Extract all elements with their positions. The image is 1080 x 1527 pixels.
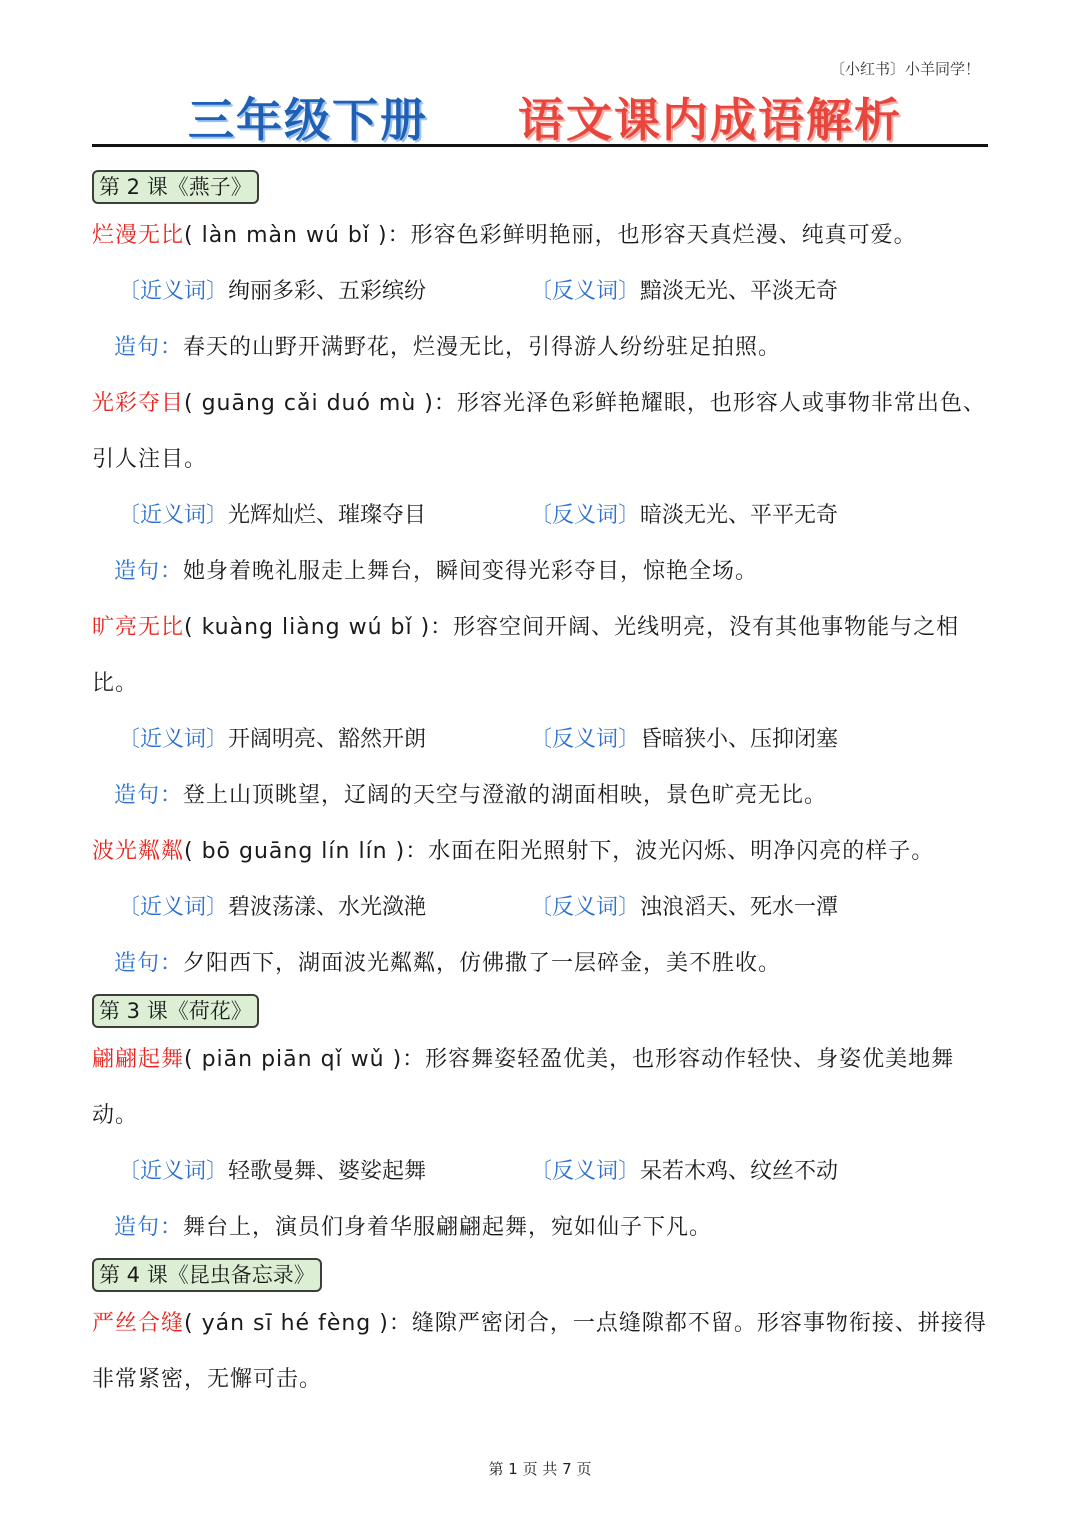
- synonym-antonym-row: [92, 488, 992, 544]
- page-title: [92, 84, 988, 147]
- antonyms: 浊浪滔天、死水一潭: [640, 895, 839, 920]
- example-text: 舞台上，演员们身着华服翩翩起舞，宛如仙子下凡。: [183, 1215, 713, 1240]
- content: [92, 168, 992, 1408]
- antonyms: 呆若木鸡、纹丝不动: [640, 1159, 839, 1184]
- idiom-entry: [92, 824, 992, 880]
- synonyms: 光辉灿烂、璀璨夺目: [228, 503, 427, 528]
- definition: ：形容舞姿轻盈优美，也形容动作轻快、身姿优美地舞动。: [92, 1047, 955, 1128]
- idiom: 烂漫无比: [92, 223, 185, 248]
- lesson-tag: 第 2 课《燕子》: [92, 170, 259, 204]
- antonym-label: 〔反义词〕: [530, 895, 641, 920]
- synonyms: 开阔明亮、豁然开朗: [228, 727, 427, 752]
- example-sentence: [92, 544, 992, 600]
- example-sentence: [92, 1200, 992, 1256]
- synonym-antonym-row: [92, 1144, 992, 1200]
- lesson-tag: 第 4 课《昆虫备忘录》: [92, 1258, 322, 1292]
- example-label: 造句：: [114, 783, 184, 808]
- example-label: 造句：: [114, 951, 184, 976]
- idiom: 严丝合缝: [92, 1311, 185, 1336]
- title-grade: 三年级下册: [188, 93, 428, 147]
- idiom: 波光粼粼: [92, 839, 185, 864]
- synonyms: 碧波荡漾、水光潋滟: [228, 895, 427, 920]
- pinyin: ( bō guāng lín lín ): [184, 839, 406, 864]
- synonym-antonym-row: [92, 880, 992, 936]
- idiom-entry: [92, 600, 992, 712]
- antonym-label: 〔反义词〕: [530, 503, 641, 528]
- idiom-entry: [92, 1296, 992, 1408]
- synonym-label: 〔近义词〕: [118, 895, 229, 920]
- example-label: 造句：: [114, 335, 184, 360]
- idiom-entry: [92, 208, 992, 264]
- antonyms: 暗淡无光、平平无奇: [640, 503, 839, 528]
- antonym-label: 〔反义词〕: [530, 279, 641, 304]
- lesson-tag: 第 3 课《荷花》: [92, 994, 259, 1028]
- watermark: 〔小红书〕小羊同学！: [829, 60, 980, 78]
- idiom: 翩翩起舞: [92, 1047, 185, 1072]
- synonym-antonym-row: [92, 264, 992, 320]
- synonym-label: 〔近义词〕: [118, 503, 229, 528]
- antonym-label: 〔反义词〕: [530, 1159, 641, 1184]
- example-text: 夕阳西下，湖面波光粼粼，仿佛撒了一层碎金，美不胜收。: [183, 951, 782, 976]
- example-sentence: [92, 936, 992, 992]
- page-footer: 第 1 页 共 7 页: [488, 1460, 592, 1478]
- idiom: 光彩夺目: [92, 391, 185, 416]
- example-label: 造句：: [114, 1215, 184, 1240]
- pinyin: ( piān piān qǐ wǔ ): [184, 1047, 403, 1072]
- example-sentence: [92, 320, 992, 376]
- example-text: 登上山顶眺望，辽阔的天空与澄澈的湖面相映，景色旷亮无比。: [183, 783, 828, 808]
- example-label: 造句：: [114, 559, 184, 584]
- synonym-label: 〔近义词〕: [118, 279, 229, 304]
- title-subject: 语文课内成语解析: [518, 93, 902, 147]
- example-text: 春天的山野开满野花，烂漫无比，引得游人纷纷驻足拍照。: [183, 335, 782, 360]
- definition: ：形容空间开阔、光线明亮，没有其他事物能与之相比。: [92, 615, 960, 696]
- definition: ：形容色彩鲜明艳丽，也形容天真烂漫、纯真可爱。: [387, 223, 917, 248]
- idiom-entry: [92, 1032, 992, 1144]
- definition: ：形容光泽色彩鲜艳耀眼，也形容人或事物非常出色、引人注目。: [92, 391, 986, 472]
- antonyms: 黯淡无光、平淡无奇: [640, 279, 839, 304]
- synonym-label: 〔近义词〕: [118, 1159, 229, 1184]
- idiom: 旷亮无比: [92, 615, 185, 640]
- synonyms: 绚丽多彩、五彩缤纷: [228, 279, 427, 304]
- idiom-entry: [92, 376, 992, 488]
- synonyms: 轻歌曼舞、婆娑起舞: [228, 1159, 427, 1184]
- antonym-label: 〔反义词〕: [530, 727, 641, 752]
- antonyms: 昏暗狭小、压抑闭塞: [640, 727, 839, 752]
- pinyin: ( làn màn wú bǐ ): [184, 223, 388, 248]
- synonym-antonym-row: [92, 712, 992, 768]
- example-sentence: [92, 768, 992, 824]
- pinyin: ( yán sī hé fèng ): [184, 1311, 389, 1336]
- definition: ：水面在阳光照射下，波光闪烁、明净闪亮的样子。: [405, 839, 935, 864]
- definition: ：缝隙严密闭合，一点缝隙都不留。形容事物衔接、拼接得非常紧密，无懈可击。: [92, 1311, 987, 1392]
- pinyin: ( kuàng liàng wú bǐ ): [184, 615, 431, 640]
- example-text: 她身着晚礼服走上舞台，瞬间变得光彩夺目，惊艳全场。: [183, 559, 759, 584]
- synonym-label: 〔近义词〕: [118, 727, 229, 752]
- pinyin: ( guāng cǎi duó mù ): [184, 391, 434, 416]
